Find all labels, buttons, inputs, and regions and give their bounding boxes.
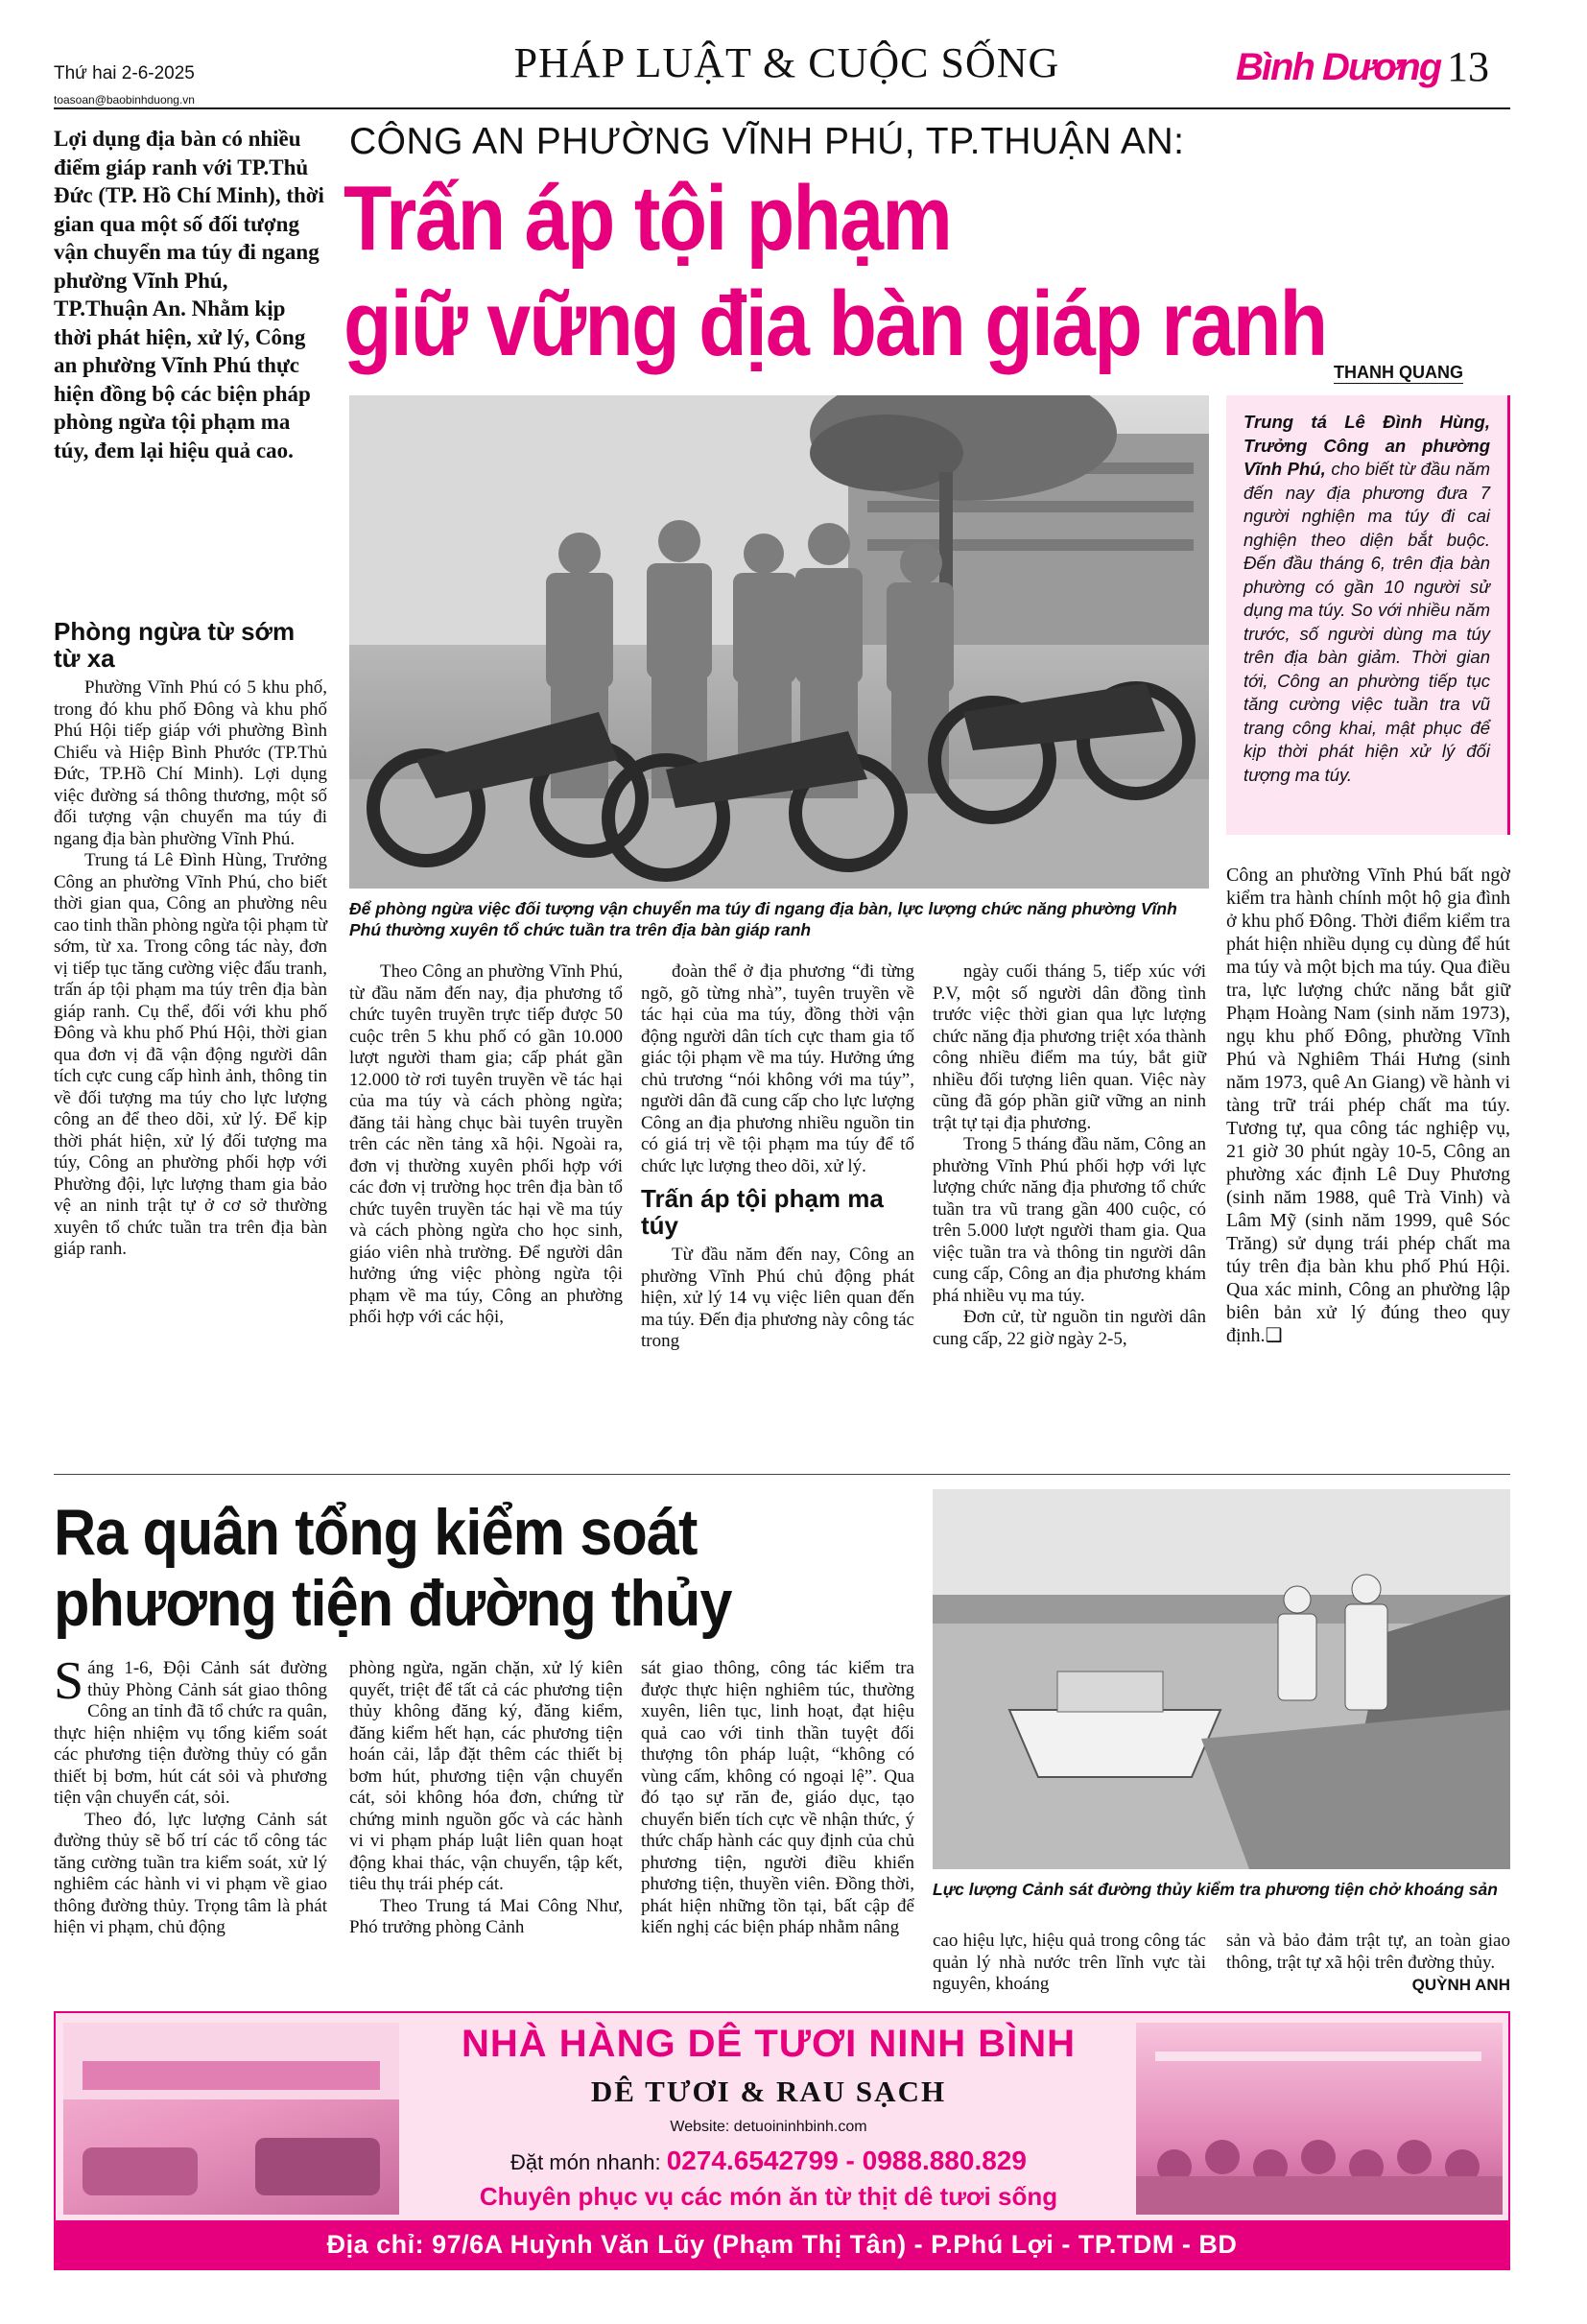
- article2-col3: [641, 1658, 914, 1939]
- article1-col4: [933, 961, 1206, 1350]
- article1-photo-scene: [349, 395, 1209, 889]
- article1-col4-p1: ngày cuối tháng 5, tiếp xúc với P.V, một số người dân đồng tình trước việc thời gian qua lực lượng chức năng địa phương triệt xóa thành công nhiều điểm ma túy, bắt giữ nhiều đối tượng liên quan. Việc này cũng đã góp phần giữ vững an ninh trật tự tại địa phương.: [933, 961, 1206, 1133]
- article1-byline: THANH QUANG: [1334, 363, 1463, 382]
- article1-photo-caption: Để phòng ngừa việc đối tượng vận chuyển ma túy đi ngang địa bàn, lực lượng chức năng phường Vĩnh Phú thường xuyên tổ chức tuần tra trên địa bàn giáp ranh: [349, 899, 1177, 939]
- article2-col4-p1: cao hiệu lực, hiệu quả trong công tác quản lý nhà nước trên lĩnh vực tài nguyên, khoáng: [933, 1931, 1206, 1994]
- article1-col5-p1: Công an phường Vĩnh Phú bất ngờ kiểm tra hành chính một hộ gia đình ở khu phố Đông. Thời điểm kiểm tra phát hiện nhiều dụng cụ dùng để hút ma túy và một bịch ma túy. Qua điều tra, lực lượng chức năng bắt giữ Phạm Hoàng Nam (sinh năm 1973), ngụ khu phố Đông, phường Vĩnh Phú và Nghiêm Thái Hưng (sinh năm 1973, quê An Giang) về hành vi tàng trữ trái phép chất ma túy. Tương tự, qua công tác nghiệp vụ, 21 giờ 30 phút ngày 10-5, Công an phường xác định Lê Duy Phương (sinh năm 1988, quê Trà Vinh) và Lâm Mỹ (sinh năm 1999, quê Sóc Trăng) sử dụng trái phép chất ma túy trên địa bàn khu phố Phú Hội. Qua xác minh, Công an phường lập biên bản xử lý đúng theo quy định.: [1226, 865, 1510, 1346]
- article2-byline: QUỲNH ANH: [1411, 1976, 1510, 1994]
- ad-banner: [54, 2011, 1510, 2270]
- article2-photo: [933, 1489, 1510, 1869]
- article1-headline-1: Trấn áp tội phạm: [343, 167, 952, 270]
- ad-address-bar: [56, 2220, 1508, 2268]
- article1-subhead1: Phòng ngừa từ sớm từ xa: [54, 617, 296, 673]
- ad-name: NHÀ HÀNG DÊ TƯƠI NINH BÌNH: [462, 2023, 1076, 2065]
- ad-order-line: [401, 2146, 1136, 2176]
- article1-col1: [54, 610, 327, 1261]
- article2-col1-p1: áng 1-6, Đội Cảnh sát đường thủy Phòng Cảnh sát giao thông Công an tỉnh đã tổ chức ra quân, thực hiện nhiệm vụ tổng kiểm soát các phương tiện đường thủy có gắn thiết bị bơm, hút cát sỏi và phương tiện vận chuyển cát, sỏi.: [54, 1658, 327, 1808]
- article1-col3: [641, 961, 914, 1353]
- end-mark: ❑: [1265, 1325, 1283, 1346]
- article2-photo-scene: [933, 1489, 1510, 1869]
- article2-headline-1: Ra quân tổng kiểm soát: [54, 1496, 698, 1569]
- ad-phones[interactable]: 0274.6542799 - 0988.880.829: [666, 2146, 1027, 2175]
- article2-photo-caption: Lực lượng Cảnh sát đường thủy kiểm tra phương tiện chở khoáng sản: [933, 1880, 1498, 1899]
- article1-col3-p2: Từ đầu năm đến nay, Công an phường Vĩnh Phú chủ động phát hiện, xử lý 14 vụ việc liên quan đến ma túy. Đến địa phương này công tác trong: [641, 1245, 914, 1351]
- article2-col2-p2: Theo Trung tá Mai Công Như, Phó trưởng phòng Cảnh: [349, 1895, 623, 1937]
- article1-photo: [349, 395, 1209, 889]
- article2-dropcap: S: [54, 1651, 84, 1711]
- article1-col1-p2: Trung tá Lê Đình Hùng, Trưởng Công an phường Vĩnh Phú, cho biết thời gian qua, Công an phường nêu cao tinh thần phòng ngừa tội phạm từ sớm, từ xa. Trong công tác này, đơn vị tiếp tục tăng cường việc đấu tranh, trấn áp tội phạm ma túy trên địa bàn giáp ranh. Cụ thể, đối với khu phố Đông và khu phố Phú Hội, thời gian qua đơn vị đã vận động người dân tích cực cung cấp hình ảnh, thông tin về đối tượng ma túy cho lực lượng công an để theo dõi, xử lý. Để kịp thời phát hiện, xử lý đối tượng ma túy, Công an phường phối hợp với Phường đội, lực lượng tham gia bảo vệ an ninh trật tự ở cơ sở thường xuyên tổ chức tuần tra trên địa bàn giáp ranh.: [54, 850, 327, 1259]
- header-email: toasoan@baobinhduong.vn: [54, 93, 195, 107]
- article2-col4: [933, 1931, 1206, 1996]
- brand-logo: Bình Dương: [1236, 46, 1441, 88]
- article2-col5-p1: sản và bảo đảm trật tự, an toàn giao thông, trật tự xã hội trên đường thủy.: [1226, 1931, 1510, 1973]
- article1-sidebar-bold: Trung tá Lê Đình Hùng, Trưởng Công an phường Vĩnh Phú,: [1244, 412, 1490, 479]
- header-rule: [54, 107, 1510, 109]
- section-title: PHÁP LUẬT & CUỘC SỐNG: [513, 39, 1060, 86]
- article1-lead: Lợi dụng địa bàn có nhiều điểm giáp ranh với TP.Thủ Đức (TP. Hồ Chí Minh), thời gian qua một số đối tượng vận chuyển ma túy đi ngang phường Vĩnh Phú, TP.Thuận An. Nhằm kịp thời phát hiện, xử lý, Công an phường Vĩnh Phú thực hiện đồng bộ các biện pháp phòng ngừa tội phạm ma túy, đem lại hiệu quả cao.: [54, 127, 324, 462]
- ad-tagline: DÊ TƯƠI & RAU SẠCH: [590, 2075, 947, 2108]
- article1-col1-p1: Phường Vĩnh Phú có 5 khu phố, trong đó khu phố Đông và khu phố Phú Hội tiếp giáp với phường Bình Chiểu và Hiệp Bình Phước (TP.Thủ Đức, TP.Hồ Chí Minh). Lợi dụng việc đường sá thông thương, một số đối tượng vận chuyển ma túy đi ngang địa bàn phường Vĩnh Phú.: [54, 677, 327, 849]
- article1-col2-p1: Theo Công an phường Vĩnh Phú, từ đầu năm đến nay, địa phương tổ chức tuyên truyền trực tiếp được 50 cuộc trên 5 khu phố có gần 10.000 lượt người tham gia; cấp phát gần 12.000 tờ rơi tuyên truyền về tác hại của ma túy và cách phòng ngừa; đăng tải hàng chục bài tuyên truyền trên các nền tảng xã hội. Ngoài ra, đơn vị thường xuyên phối hợp với các đơn vị trường học trên địa bàn tổ chức tuyên truyền tác hại về ma túy và cách phòng ngừa cho học sinh, giáo viên nhà trường. Để người dân hưởng ứng việc phòng ngừa tội phạm về ma túy, Công an phường phối hợp với các hội,: [349, 961, 623, 1327]
- article1-kicker: CÔNG AN PHƯỜNG VĨNH PHÚ, TP.THUẬN AN:: [349, 121, 1185, 162]
- article-separator: [54, 1474, 1510, 1475]
- ad-address: Địa chỉ: 97/6A Huỳnh Văn Lũy (Phạm Thị Tân) - P.Phú Lợi - TP.TDM - BD: [326, 2230, 1238, 2259]
- ad-photo-right: [1136, 2023, 1503, 2215]
- article2-col3-p1: sát giao thông, công tác kiểm tra được thực hiện nghiêm túc, thường xuyên, liên tục, linh hoạt, đạt hiệu quả cao với tinh thần tuyệt đối thượng tôn pháp luật, “không có vùng cấm, không có ngoại lệ”. Qua đó tạo sự răn đe, giáo dục, tạo chuyển biến tích cực về nhận thức, ý thức chấp hành các quy định của chủ phương tiện, người điều khiển phương tiện, thuyền viên. Đồng thời, phát hiện những tồn tại, bất cập để kiến nghị các biện pháp nhằm nâng: [641, 1658, 914, 1937]
- article2-headline-2: phương tiện đường thủy: [54, 1567, 732, 1640]
- header-date: Thứ hai 2-6-2025: [54, 63, 195, 83]
- article2-col5: [1226, 1931, 1510, 1995]
- article1-sidebar: [1226, 395, 1510, 835]
- ad-specialty: Chuyên phục vụ các món ăn từ thịt dê tươi sống: [479, 2182, 1058, 2211]
- article1-col4-p3: Đơn cử, từ nguồn tin người dân cung cấp, 22 giờ ngày 2-5,: [933, 1307, 1206, 1349]
- article2-col2-p1: phòng ngừa, ngăn chặn, xử lý kiên quyết, triệt để tất cả các phương tiện thủy không đăng ký, đăng kiểm, đăng kiểm hết hạn, các phương tiện hoán cải, lắp đặt thêm các thiết bị bơm hút, phương tiện vận chuyển cát, sỏi không hóa đơn, chứng từ chứng minh nguồn gốc và các hành vi vi phạm pháp luật liên quan hoạt động khai thác, vận chuyển, tập kết, tiêu thụ trái phép cát.: [349, 1658, 623, 1894]
- article1-sidebar-text: cho biết từ đầu năm đến nay địa phương đưa 7 người nghiện ma túy đi cai nghiện theo diện bắt buộc. Đến đầu tháng 6, trên địa bàn phường có gần 10 người sử dụng ma túy. So với nhiều năm trước, số người dùng ma túy trên địa bàn giảm. Thời gian tới, Công an phường tiếp tục tăng cường việc tuần tra vũ trang công khai, mật phục để kịp thời phát hiện xử lý đối tượng ma túy.: [1244, 459, 1490, 785]
- page-number: 13: [1447, 43, 1489, 90]
- ad-order-label: Đặt món nhanh:: [510, 2150, 667, 2174]
- article1-col4-p2: Trong 5 tháng đầu năm, Công an phường Vĩnh Phú phối hợp với lực lượng chức năng địa phương tổ chức tuần tra vũ trang gần 400 cuộc, có trên 5.000 lượt người tham gia. Qua việc tuần tra và thông tin người dân cung cấp, Công an địa phương khám phá nhiều vụ ma túy.: [933, 1134, 1206, 1306]
- article2-col1-p2: Theo đó, lực lượng Cảnh sát đường thủy sẽ bố trí các tổ công tác tăng cường tuần tra kiểm soát, xử lý nghiêm các hành vi vi phạm về giao thông đường thủy. Trọng tâm là phát hiện vi phạm, chủ động: [54, 1809, 327, 1937]
- article2-col2: [349, 1658, 623, 1939]
- article1-subhead2: Trấn áp tội phạm ma túy: [641, 1184, 884, 1240]
- article2-col1: [54, 1651, 327, 1939]
- article1-col3-p1: đoàn thể ở địa phương “đi từng ngõ, gõ từng nhà”, tuyên truyền về tác hại của ma túy, đồng thời vận động người dân tích cực tham gia tố giác tội phạm về ma túy. Hưởng ứng chủ trương “nói không với ma túy”, người dân đã cung cấp cho lực lượng Công an địa phương nhiều nguồn tin có giá trị về tội phạm ma túy để tổ chức lực lượng theo dõi, xử lý.: [641, 961, 914, 1176]
- ad-photo-left-scene: [63, 2023, 399, 2215]
- article1-col2: [349, 961, 623, 1329]
- ad-photo-right-scene: [1136, 2023, 1503, 2215]
- article1-col5: [1226, 864, 1510, 1347]
- article1-headline-2: giữ vững địa bàn giáp ranh: [343, 273, 1327, 375]
- ad-website: Website: detuoininhbinh.com: [670, 2119, 867, 2135]
- ad-photo-left: [63, 2023, 399, 2215]
